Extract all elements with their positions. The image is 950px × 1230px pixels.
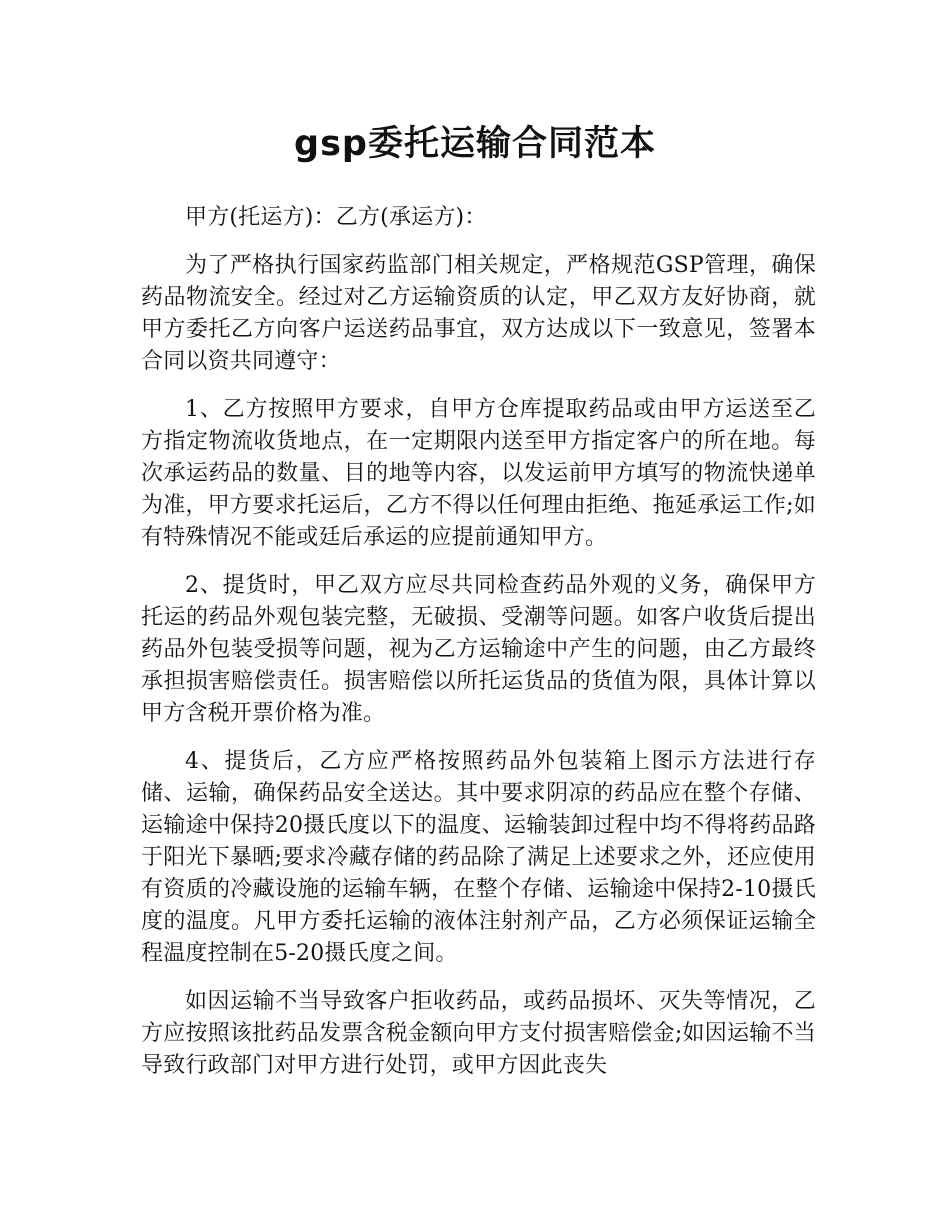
paragraph-clause-1: 1、乙方按照甲方要求，自甲方仓库提取药品或由甲方运送至乙方指定物流收货地点，在一定期限内送至甲方指定客户的所在地。每次承运药品的数量、目的地等内容，以发运前甲方填写的物流快递单为准，甲方要求托运后，乙方不得以任何理由拒绝、拖延承运工作;如有特殊情况不能或廷后承运的应提前通知甲方。 [141,397,816,550]
paragraph-clause-2: 2、提货时，甲乙双方应尽共同检查药品外观的义务，确保甲方托运的药品外观包装完整，无破损、受潮等问题。如客户收货后提出药品外包装受损等问题，视为乙方运输途中产生的问题，由乙方最终承担损害赔偿责任。损害赔偿以所托运货品的货值为限，具体计算以甲方含税开票价格为准。 [141,573,816,726]
paragraph-preamble: 为了严格执行国家药监部门相关规定，严格规范GSP管理，确保药品物流安全。经过对乙方运输资质的认定，甲乙双方友好协商，就甲方委托乙方向客户运送药品事宜，双方达成以下一致意见，签署本合同以资共同遵守： [141,253,816,374]
document-body [141,202,816,1098]
paragraph-liability: 如因运输不当导致客户拒收药品，或药品损坏、灭失等情况，乙方应按照该批药品发票含税金额向甲方支付损害赔偿金;如因运输不当导致行政部门对甲方进行处罚，或甲方因此丧失 [141,989,816,1078]
document-title: gsp委托运输合同范本 [294,124,656,164]
paragraph-parties: 甲方(托运方)：乙方(承运方)： [185,205,487,230]
paragraph-clause-4: 4、提货后，乙方应严格按照药品外包装箱上图示方法进行存储、运输，确保药品安全送达。其中要求阴凉的药品应在整个存储、运输途中保持20摄氏度以下的温度、运输装卸过程中均不得将药品路于阳光下暴晒;要求冷藏存储的药品除了满足上述要求之外，还应使用有资质的冷藏设施的运输车辆，在整个存储、运输途中保持2-10摄氏度的温度。凡甲方委托运输的液体注射剂产品，乙方必须保证运输全程温度控制在5-20摄氏度之间。 [141,749,816,966]
